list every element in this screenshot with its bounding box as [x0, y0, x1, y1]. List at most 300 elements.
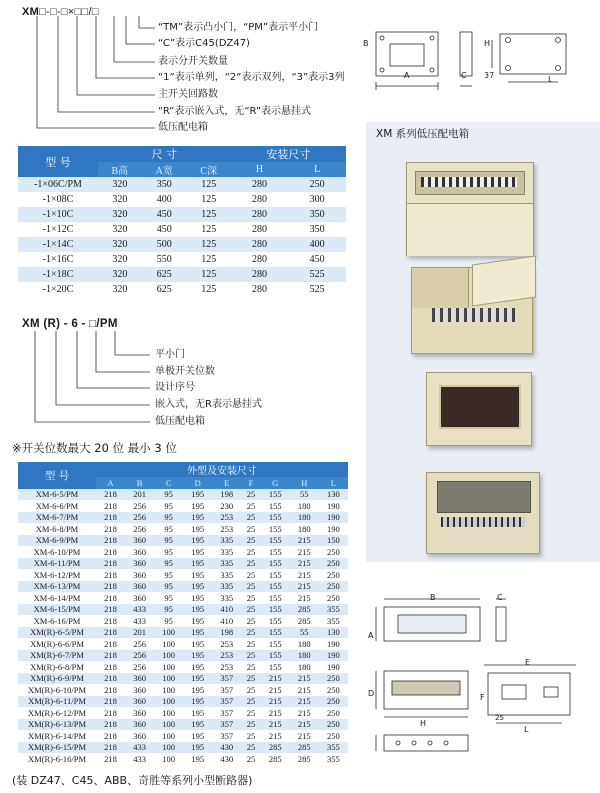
table1-cell: 320 — [98, 207, 142, 222]
table1-cell: 320 — [98, 177, 142, 192]
table2-row — [18, 650, 348, 662]
table2-cell: 250 — [319, 569, 348, 581]
table1-cell: 450 — [288, 252, 346, 267]
table2-cell: 250 — [319, 707, 348, 719]
table2-cell: 218 — [96, 512, 125, 524]
table2-row — [18, 581, 348, 593]
table2-cell: 218 — [96, 535, 125, 547]
mid-code-leader-lines — [0, 325, 170, 430]
table2-cell: 25 — [241, 707, 260, 719]
table2-cell: 95 — [154, 615, 183, 627]
table2-row — [18, 719, 348, 731]
table2-cell: 195 — [183, 615, 212, 627]
table2-header-model: 型 号 — [44, 469, 70, 482]
table2-cell: 215 — [290, 535, 319, 547]
table1-cell: 625 — [142, 282, 187, 297]
table1-row — [18, 177, 346, 192]
table2-cell: 190 — [319, 661, 348, 673]
table2-cell: 335 — [212, 569, 241, 581]
model-code-rest: □-□-□×□□/□ — [39, 6, 99, 18]
table2-cell: 25 — [241, 604, 260, 616]
table1-cell: -1×06C/PM — [18, 177, 98, 192]
table2-cell: 360 — [125, 719, 154, 731]
table1-sub-a: A宽 — [155, 166, 173, 177]
table2-cell: 155 — [261, 500, 290, 512]
top-dimension-drawing — [370, 20, 595, 105]
table2-row — [18, 696, 348, 708]
table2-row — [18, 627, 348, 639]
table2-cell: 218 — [96, 592, 125, 604]
table2-cell: 218 — [96, 696, 125, 708]
table2-cell: 410 — [212, 604, 241, 616]
table2-cell: 155 — [261, 523, 290, 535]
table2-cell: 100 — [154, 673, 183, 685]
table2-cell: 250 — [319, 546, 348, 558]
table1-sub-c: C深 — [200, 166, 218, 177]
dimension-table-2 — [18, 462, 348, 765]
table2-cell: 218 — [96, 742, 125, 754]
table2-cell: 218 — [96, 684, 125, 696]
table2-cell: 55 — [290, 627, 319, 639]
table2-cell: XM-6-13/PM — [18, 581, 96, 593]
code-label-door: “TM”表示凸小门，“PM”表示平小门 — [158, 22, 319, 33]
table2-cell: 25 — [241, 512, 260, 524]
table2-cell: 180 — [290, 512, 319, 524]
table2-cell: 100 — [154, 650, 183, 662]
table1-row — [18, 207, 346, 222]
table2-cell: 357 — [212, 707, 241, 719]
table1-cell: 320 — [98, 192, 142, 207]
table1-sub-l: L — [314, 164, 321, 175]
table2-sub-f: F — [248, 477, 254, 488]
table2-row — [18, 546, 348, 558]
table2-cell: 25 — [241, 558, 260, 570]
table1-cell: -1×16C — [18, 252, 98, 267]
cabinet-photo-2 — [411, 267, 533, 354]
table2-cell: XM-6-15/PM — [18, 604, 96, 616]
table2-cell: 195 — [183, 719, 212, 731]
table2-cell: 215 — [290, 696, 319, 708]
table2-cell: 155 — [261, 638, 290, 650]
table2-cell: 195 — [183, 558, 212, 570]
table2-cell: 218 — [96, 673, 125, 685]
table2-cell: 155 — [261, 661, 290, 673]
mid-label-mounting: 嵌入式，无R表示悬挂式 — [155, 399, 262, 410]
table2-cell: 198 — [212, 489, 241, 501]
table2-cell: 155 — [261, 569, 290, 581]
table2-cell: 360 — [125, 592, 154, 604]
code-label-mounting: “R”表示嵌入式，无“R”表示悬挂式 — [158, 106, 312, 117]
table1-cell: 125 — [187, 207, 231, 222]
table2-cell: 195 — [183, 638, 212, 650]
table2-cell: 180 — [290, 661, 319, 673]
table2-row — [18, 730, 348, 742]
table2-cell: 335 — [212, 535, 241, 547]
table2-cell: 195 — [183, 661, 212, 673]
table1-row — [18, 267, 346, 282]
table2-cell: 218 — [96, 581, 125, 593]
table1-cell: 450 — [142, 207, 187, 222]
table2-cell: 433 — [125, 753, 154, 765]
bdim-h: H — [420, 719, 427, 728]
table2-cell: 155 — [261, 535, 290, 547]
table2-cell: 250 — [319, 730, 348, 742]
table1-cell: 125 — [187, 192, 231, 207]
table1-cell: 450 — [142, 222, 187, 237]
table2-cell: 253 — [212, 523, 241, 535]
table2-cell: 215 — [261, 684, 290, 696]
table2-cell: 25 — [241, 696, 260, 708]
table2-cell: 218 — [96, 489, 125, 501]
table2-cell: 95 — [154, 489, 183, 501]
table2-row — [18, 535, 348, 547]
dim-b: B — [363, 39, 369, 48]
table2-cell: 357 — [212, 696, 241, 708]
table2-cell: 218 — [96, 707, 125, 719]
table1-cell: 280 — [231, 237, 289, 252]
cabinet-photo-4 — [426, 472, 540, 554]
table2-cell: XM(R)-6-11/PM — [18, 696, 96, 708]
table1-cell: 280 — [231, 222, 289, 237]
table2-cell: 355 — [319, 615, 348, 627]
table2-cell: 130 — [319, 489, 348, 501]
table2-cell: 95 — [154, 500, 183, 512]
table2-cell: 25 — [241, 673, 260, 685]
table2-cell: 195 — [183, 592, 212, 604]
table2-cell: 100 — [154, 627, 183, 639]
table2-cell: 253 — [212, 638, 241, 650]
table2-cell: 155 — [261, 581, 290, 593]
table2-cell: 25 — [241, 730, 260, 742]
table2-cell: 190 — [319, 638, 348, 650]
bdim-b: B — [430, 593, 436, 602]
table2-cell: 253 — [212, 650, 241, 662]
table2-cell: 215 — [290, 558, 319, 570]
table2-cell: 215 — [290, 581, 319, 593]
table2-cell: 360 — [125, 707, 154, 719]
table1-cell: 320 — [98, 252, 142, 267]
table1-cell: 280 — [231, 207, 289, 222]
table2-cell: 195 — [183, 604, 212, 616]
table2-cell: 100 — [154, 696, 183, 708]
table1-row — [18, 282, 346, 297]
switch-count-note: ※开关位数最大 20 位 最小 3 位 — [12, 441, 177, 455]
table2-cell: 25 — [241, 753, 260, 765]
table2-cell: 95 — [154, 512, 183, 524]
table2-cell: 335 — [212, 558, 241, 570]
table1-cell: 125 — [187, 252, 231, 267]
bdim-f: F — [480, 693, 485, 702]
table2-cell: 195 — [183, 535, 212, 547]
table2-cell: 253 — [212, 512, 241, 524]
table2-cell: XM-6-11/PM — [18, 558, 96, 570]
table2-cell: 25 — [241, 489, 260, 501]
table2-cell: 201 — [125, 627, 154, 639]
dim-l: L — [548, 75, 553, 84]
table2-cell: 215 — [261, 719, 290, 731]
table2-cell: 95 — [154, 523, 183, 535]
table2-cell: 150 — [319, 535, 348, 547]
table2-cell: 433 — [125, 615, 154, 627]
table2-cell: 100 — [154, 707, 183, 719]
table2-cell: 218 — [96, 546, 125, 558]
table2-sub-e: E — [224, 477, 230, 488]
table2-cell: 250 — [319, 581, 348, 593]
table1-cell: 550 — [142, 252, 187, 267]
table2-cell: XM-6-5/PM — [18, 489, 96, 501]
table2-cell: XM-6-10/PM — [18, 546, 96, 558]
table2-row — [18, 592, 348, 604]
table2-cell: 218 — [96, 615, 125, 627]
table2-cell: 155 — [261, 592, 290, 604]
table2-cell: 25 — [241, 742, 260, 754]
table2-cell: XM-6-6/PM — [18, 500, 96, 512]
table2-cell: 25 — [241, 535, 260, 547]
dim-h: H — [484, 39, 491, 48]
table2-cell: 195 — [183, 730, 212, 742]
table2-cell: 430 — [212, 753, 241, 765]
table2-cell: XM(R)-6-5/PM — [18, 627, 96, 639]
table2-cell: XM-6-7/PM — [18, 512, 96, 524]
table2-row — [18, 742, 348, 754]
table2-cell: 25 — [241, 615, 260, 627]
table2-cell: 155 — [261, 604, 290, 616]
table1-cell: 280 — [231, 252, 289, 267]
bdim-c: C — [497, 593, 503, 602]
table2-cell: 25 — [241, 650, 260, 662]
table2-cell: 180 — [290, 650, 319, 662]
bottom-dimension-drawing — [366, 585, 596, 780]
table2-cell: XM(R)-6-16/PM — [18, 753, 96, 765]
mid-label-product: 低压配电箱 — [155, 416, 205, 427]
table2-cell: 155 — [261, 615, 290, 627]
table2-cell: 25 — [241, 523, 260, 535]
table1-cell: 320 — [98, 267, 142, 282]
table2-cell: 215 — [290, 592, 319, 604]
table2-cell: 357 — [212, 730, 241, 742]
table2-cell: 215 — [261, 673, 290, 685]
table2-cell: 95 — [154, 569, 183, 581]
table1-cell: 525 — [288, 267, 346, 282]
table2-sub-a: A — [107, 477, 114, 488]
table1-cell: 320 — [98, 282, 142, 297]
table2-cell: 190 — [319, 500, 348, 512]
table2-cell: 180 — [290, 523, 319, 535]
table2-cell: 195 — [183, 742, 212, 754]
table2-row — [18, 500, 348, 512]
table2-cell: 285 — [261, 742, 290, 754]
table2-cell: 25 — [241, 546, 260, 558]
code-label-product: 低压配电箱 — [158, 122, 208, 133]
mid-label-poles: 单极开关位数 — [155, 366, 215, 377]
table2-sub-b: B — [136, 477, 143, 488]
table2-cell: 215 — [290, 719, 319, 731]
dim-a: A — [404, 71, 410, 80]
table2-cell: 195 — [183, 500, 212, 512]
table2-row — [18, 523, 348, 535]
table2-cell: 256 — [125, 661, 154, 673]
table2-cell: 100 — [154, 638, 183, 650]
table2-cell: 285 — [290, 742, 319, 754]
table2-cell: 100 — [154, 753, 183, 765]
table1-cell: 350 — [288, 207, 346, 222]
table2-row — [18, 489, 348, 501]
table2-cell: 250 — [319, 719, 348, 731]
table1-row — [18, 252, 346, 267]
table2-cell: 180 — [290, 500, 319, 512]
table1-cell: 525 — [288, 282, 346, 297]
table1-cell: 320 — [98, 237, 142, 252]
table1-cell: -1×12C — [18, 222, 98, 237]
table2-cell: 95 — [154, 558, 183, 570]
table2-row — [18, 615, 348, 627]
table2-cell: 335 — [212, 546, 241, 558]
table2-cell: 250 — [319, 673, 348, 685]
table2-cell: 195 — [183, 489, 212, 501]
table2-cell: 201 — [125, 489, 154, 501]
table1-row — [18, 192, 346, 207]
table2-sub-h: H — [301, 477, 308, 488]
table1-row — [18, 237, 346, 252]
table1-cell: -1×20C — [18, 282, 98, 297]
footer-note: (装 DZ47、C45、ABB、奇胜等系列小型断路器) — [12, 774, 253, 787]
table1-cell: 500 — [142, 237, 187, 252]
table2-cell: 25 — [241, 581, 260, 593]
table2-cell: 430 — [212, 742, 241, 754]
table1-body — [18, 177, 346, 297]
table2-cell: 253 — [212, 661, 241, 673]
table2-cell: 195 — [183, 581, 212, 593]
table2-cell: 218 — [96, 661, 125, 673]
table2-cell: 195 — [183, 569, 212, 581]
mid-label-design-no: 设计序号 — [155, 382, 195, 393]
table2-cell: 433 — [125, 604, 154, 616]
table2-cell: XM(R)-6-10/PM — [18, 684, 96, 696]
table2-cell: 25 — [241, 569, 260, 581]
table2-cell: 55 — [290, 489, 319, 501]
table1-sub-h: H — [255, 164, 264, 175]
table1-cell: 350 — [288, 222, 346, 237]
table2-cell: 215 — [290, 707, 319, 719]
table2-cell: 180 — [290, 638, 319, 650]
table2-cell: 218 — [96, 604, 125, 616]
table1-cell: 125 — [187, 237, 231, 252]
table2-cell: 155 — [261, 558, 290, 570]
table2-cell: 95 — [154, 535, 183, 547]
table2-cell: 256 — [125, 523, 154, 535]
table2-cell: 215 — [290, 684, 319, 696]
table2-cell: 218 — [96, 569, 125, 581]
table1-cell: 300 — [288, 192, 346, 207]
table2-row — [18, 569, 348, 581]
table1-cell: 625 — [142, 267, 187, 282]
table2-cell: 215 — [290, 673, 319, 685]
table2-cell: 25 — [241, 684, 260, 696]
table2-cell: 215 — [261, 730, 290, 742]
table1-cell: 280 — [231, 282, 289, 297]
table2-cell: 155 — [261, 627, 290, 639]
table2-cell: 218 — [96, 719, 125, 731]
table2-cell: 357 — [212, 673, 241, 685]
table2-cell: 100 — [154, 742, 183, 754]
table2-cell: 215 — [290, 546, 319, 558]
table2-cell: 195 — [183, 627, 212, 639]
cabinet-photo-1 — [406, 162, 534, 256]
table2-cell: 25 — [241, 719, 260, 731]
table2-cell: XM(R)-6-13/PM — [18, 719, 96, 731]
table2-cell: XM-6-8/PM — [18, 523, 96, 535]
table1-cell: -1×08C — [18, 192, 98, 207]
table2-cell: 360 — [125, 581, 154, 593]
table2-cell: 360 — [125, 730, 154, 742]
table2-body — [18, 489, 348, 765]
table2-cell: 355 — [319, 604, 348, 616]
table1-header-size: 尺 寸 — [151, 148, 178, 161]
table2-cell: 215 — [290, 569, 319, 581]
table2-cell: 218 — [96, 753, 125, 765]
table2-cell: 155 — [261, 512, 290, 524]
table2-cell: 25 — [241, 638, 260, 650]
bdim-e: E — [525, 658, 531, 667]
table2-cell: 25 — [241, 592, 260, 604]
table2-cell: 360 — [125, 696, 154, 708]
table2-cell: 355 — [319, 742, 348, 754]
table2-cell: 360 — [125, 535, 154, 547]
table2-cell: 410 — [212, 615, 241, 627]
table2-cell: 360 — [125, 546, 154, 558]
table2-row — [18, 512, 348, 524]
table2-cell: 25 — [241, 500, 260, 512]
table2-cell: XM(R)-6-12/PM — [18, 707, 96, 719]
table2-header-dims: 外型及安装尺寸 — [187, 466, 257, 477]
table2-cell: 95 — [154, 581, 183, 593]
dim-c: C — [461, 71, 467, 80]
table2-cell: 250 — [319, 558, 348, 570]
table2-cell: 95 — [154, 604, 183, 616]
table2-cell: 360 — [125, 558, 154, 570]
table2-cell: 155 — [261, 650, 290, 662]
table2-cell: 195 — [183, 696, 212, 708]
table1-cell: 400 — [288, 237, 346, 252]
table2-cell: 198 — [212, 627, 241, 639]
table2-cell: 256 — [125, 638, 154, 650]
table1-cell: 280 — [231, 192, 289, 207]
table2-cell: 100 — [154, 684, 183, 696]
dimension-table-1 — [18, 146, 346, 297]
table2-cell: XM-6-16/PM — [18, 615, 96, 627]
table2-cell: 195 — [183, 512, 212, 524]
table2-cell: XM-6-9/PM — [18, 535, 96, 547]
mid-label-door: 平小门 — [155, 349, 185, 360]
table2-cell: 250 — [319, 592, 348, 604]
photo-title: XM 系列低压配电箱 — [376, 128, 470, 140]
table2-cell: 256 — [125, 500, 154, 512]
table2-cell: 100 — [154, 719, 183, 731]
table1-header-model: 型 号 — [45, 155, 71, 169]
table2-cell: 95 — [154, 592, 183, 604]
table1-sub-b: B高 — [111, 166, 129, 177]
table2-cell: 360 — [125, 569, 154, 581]
table2-cell: 335 — [212, 592, 241, 604]
table2-cell: XM(R)-6-7/PM — [18, 650, 96, 662]
bdim-a: A — [368, 631, 374, 640]
table2-cell: 218 — [96, 558, 125, 570]
table2-cell: 195 — [183, 523, 212, 535]
table2-cell: 190 — [319, 523, 348, 535]
table2-cell: 250 — [319, 696, 348, 708]
table2-cell: 285 — [261, 753, 290, 765]
table2-cell: 195 — [183, 650, 212, 662]
